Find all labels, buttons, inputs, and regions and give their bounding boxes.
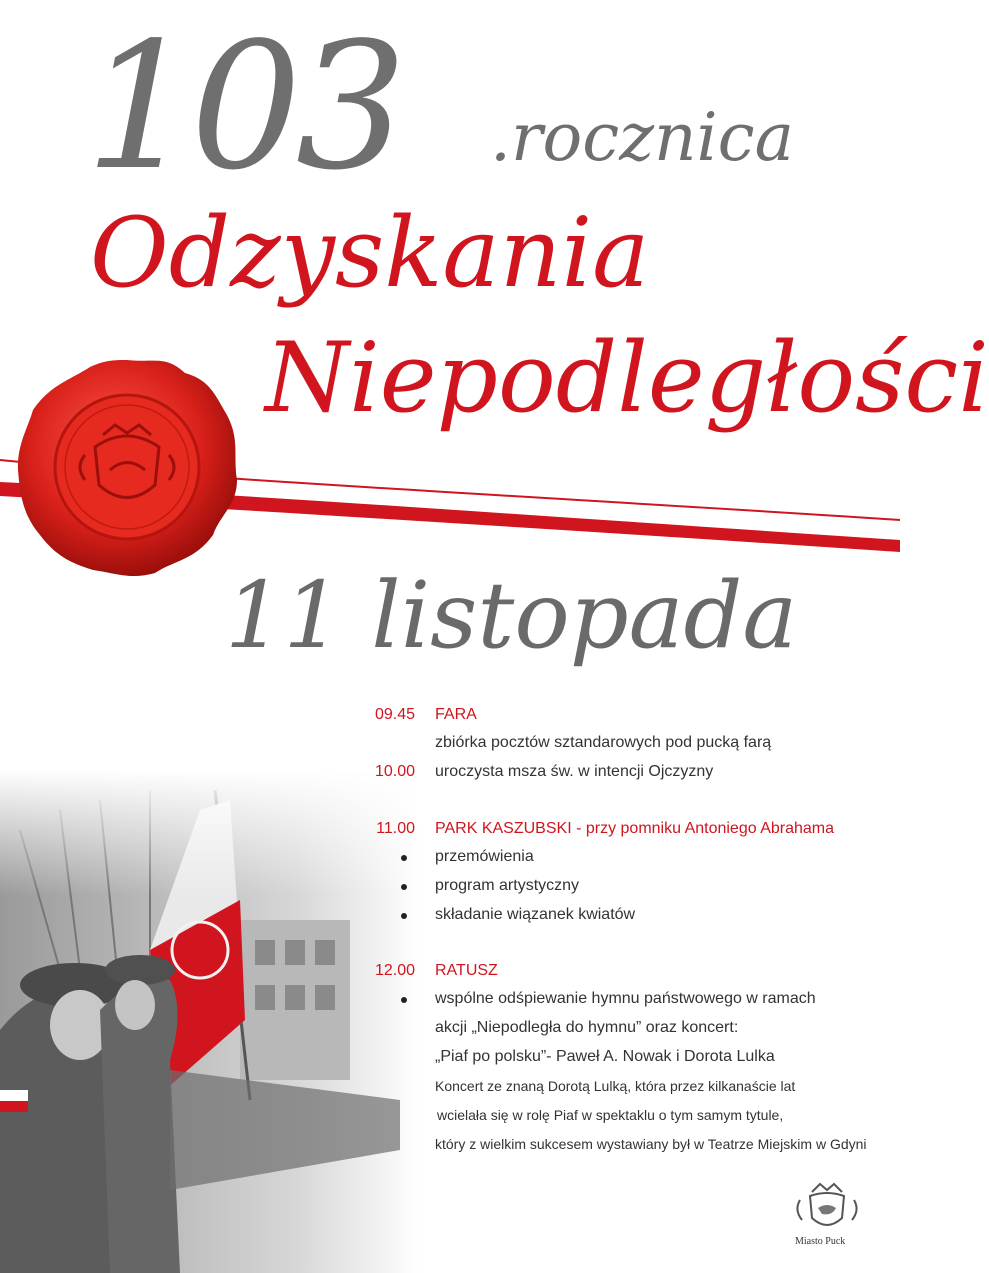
concert-note-3: który z wielkim sukcesem wystawiany był w Teatrze Miejskim w Gdyni bbox=[435, 1136, 867, 1152]
concert-note-1: Koncert ze znaną Dorotą Lulką, która przez kilkanaście lat bbox=[435, 1078, 796, 1094]
list-item: program artystyczny bbox=[435, 877, 580, 894]
event-date: 11 listopada bbox=[225, 562, 798, 669]
ratusz-line-1: wspólne odśpiewanie hymnu państwowego w ramach bbox=[435, 990, 816, 1007]
bullet-dot bbox=[401, 997, 407, 1003]
bullet-dot bbox=[401, 884, 407, 890]
time-1200: 12.00 bbox=[374, 962, 415, 979]
concert-note-2: wcielała się w rolę Piaf w spektaklu o tym samym tytule, bbox=[437, 1107, 784, 1123]
bullet-dot bbox=[401, 855, 407, 861]
anniversary-number: 103 bbox=[85, 6, 402, 209]
ratusz-line-2: akcji „Niepodległa do hymnu” oraz koncert: bbox=[435, 1019, 739, 1036]
place-fara: FARA bbox=[435, 706, 477, 723]
time-1000: 10.00 bbox=[374, 763, 415, 780]
place-ratusz: RATUSZ bbox=[435, 962, 498, 979]
fara-details: zbiórka pocztów sztandarowych pod pucką farą bbox=[435, 734, 772, 751]
bullet-dot bbox=[401, 913, 407, 919]
mass-details: uroczysta msza św. w intencji Ojczyzny bbox=[435, 763, 714, 780]
anniversary-label: .rocznica bbox=[490, 99, 794, 176]
wax-seal-icon bbox=[15, 355, 240, 580]
list-item: składanie wiązanek kwiatów bbox=[435, 906, 636, 923]
ratusz-line-3: „Piaf po polsku”- Paweł A. Nowak i Dorota Lulka bbox=[435, 1048, 775, 1065]
title-line-2: Niepodległości bbox=[265, 322, 989, 434]
list-item: przemówienia bbox=[435, 848, 534, 865]
coat-of-arms-icon bbox=[792, 1180, 862, 1235]
time-1100: 11.00 bbox=[376, 820, 415, 837]
time-0945: 09.45 bbox=[374, 706, 415, 723]
title-line-1: Odzyskania bbox=[90, 197, 650, 309]
logo-label: Miasto Puck bbox=[795, 1236, 846, 1247]
place-park-kaszubski: PARK KASZUBSKI - przy pomniku Antoniego Abrahama bbox=[435, 820, 835, 837]
soldiers-with-flag-photo bbox=[0, 770, 420, 1273]
